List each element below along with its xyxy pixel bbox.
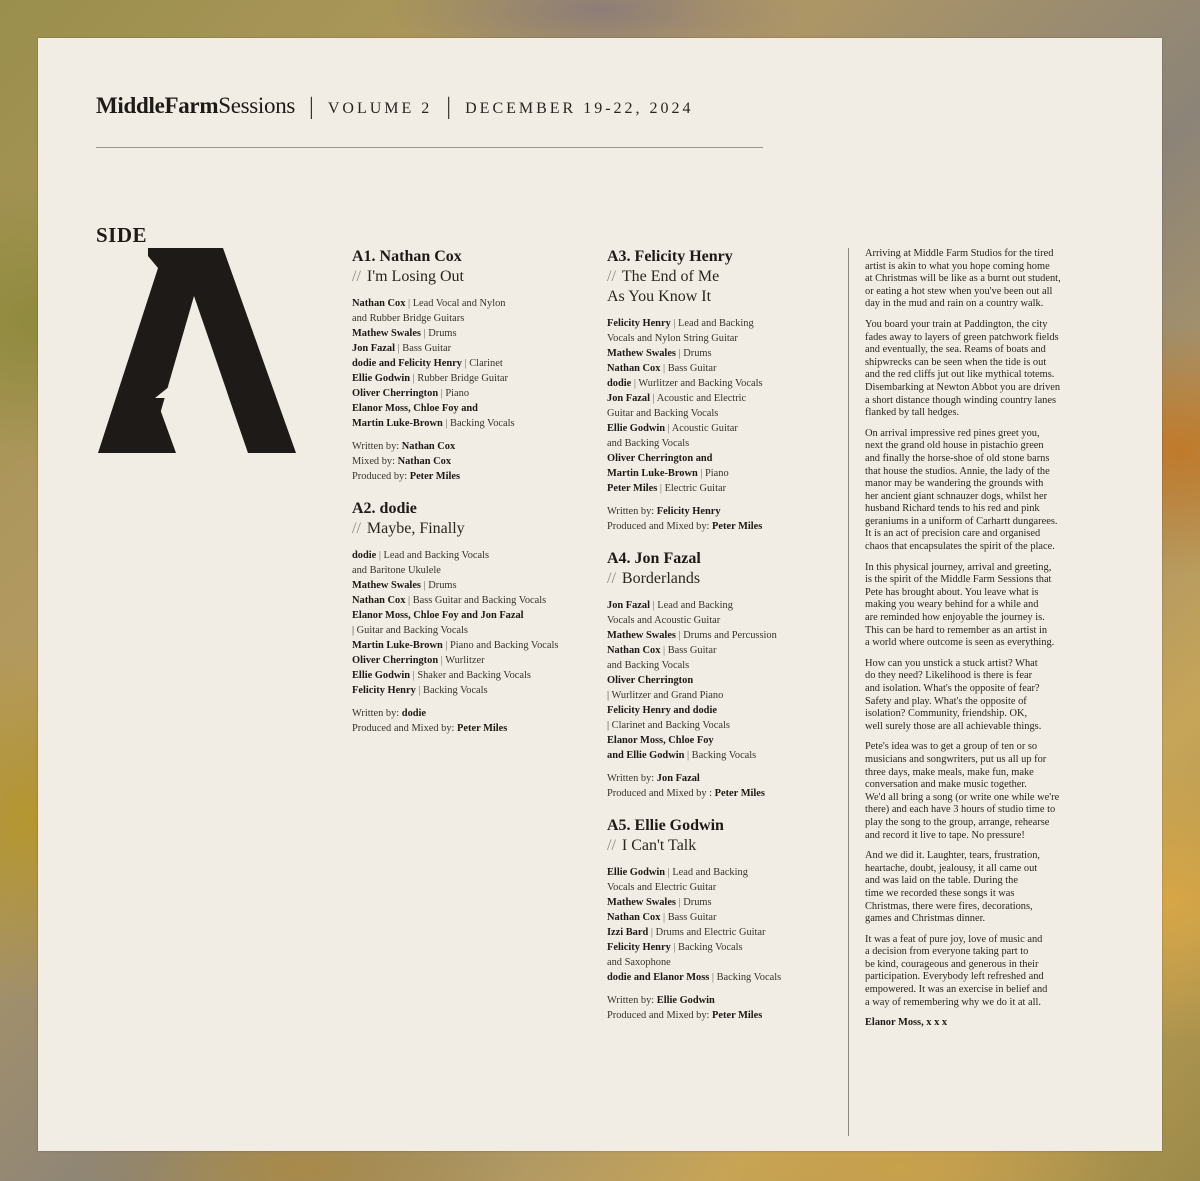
brand-name-bold: MiddleFarm xyxy=(96,93,219,118)
credit-line xyxy=(607,880,817,895)
musician-role: Wurlitzer and Backing Vocals xyxy=(638,378,763,389)
musician-role: Vocals and Electric Guitar xyxy=(607,882,717,893)
track-song xyxy=(607,836,817,856)
musician-role: and Rubber Bridge Guitars xyxy=(352,313,465,324)
production-line xyxy=(607,504,817,519)
credits-list xyxy=(352,296,592,431)
liner-notes-sheet xyxy=(38,38,1162,1151)
credit-separator: | xyxy=(657,483,665,494)
credit-line xyxy=(607,346,817,361)
credit-line xyxy=(352,638,592,653)
credit-separator: | xyxy=(660,645,668,656)
production-name: Jon Fazal xyxy=(656,773,700,784)
musician-role: Backing Vocals xyxy=(423,685,488,696)
credit-line xyxy=(352,341,592,356)
production-role: Written by: xyxy=(352,441,402,452)
musician-role: Guitar and Backing Vocals xyxy=(607,408,719,419)
production-name: Peter Miles xyxy=(714,788,765,799)
credit-separator: | xyxy=(410,670,418,681)
musician-name: Felicity Henry xyxy=(607,318,671,329)
musician-name: Jon Fazal xyxy=(352,343,396,354)
production-name: Peter Miles xyxy=(712,1010,763,1021)
musician-name: Oliver Cherrington and xyxy=(607,453,713,464)
production-credits xyxy=(607,771,817,801)
volume-label: VOLUME 2 xyxy=(327,100,433,117)
essay-paragraph: It was a feat of pure joy, love of music and a decision from everyone taking part to be kind, courageous and generous in their participation. Everybody left refreshed and empowered. It was an exercise in belief and a way of remembering why we do it at all. xyxy=(865,933,1048,1008)
musician-name: Martin Luke-Brown xyxy=(607,468,698,479)
essay-paragraph: And we did it. Laughter, tears, frustration, heartache, doubt, jealousy, it all came out and was laid on the table. During the time we recorded these songs it was Christmas, there were fires, decorations, games and Christmas dinner. xyxy=(865,850,1041,925)
credit-separator: | xyxy=(415,685,424,696)
production-line xyxy=(352,454,592,469)
header-separator: | xyxy=(446,94,452,120)
musician-name: Peter Miles xyxy=(607,483,658,494)
musician-name: Nathan Cox xyxy=(607,363,661,374)
credit-separator: | xyxy=(376,550,384,561)
credit-line xyxy=(352,623,592,638)
musician-role: | Wurlitzer and Grand Piano xyxy=(607,690,724,701)
credit-line xyxy=(607,703,817,718)
production-name: Peter Miles xyxy=(457,723,508,734)
credit-line xyxy=(607,748,817,763)
production-line xyxy=(352,721,592,736)
credit-line xyxy=(352,386,592,401)
credit-separator: | xyxy=(420,580,429,591)
credit-separator: | xyxy=(410,373,418,384)
credit-separator: | xyxy=(665,867,673,878)
musician-role: Bass Guitar xyxy=(402,343,452,354)
track xyxy=(607,816,817,1023)
musician-name: Mathew Swales xyxy=(607,630,676,641)
musician-name: Oliver Cherrington xyxy=(352,388,439,399)
production-role: Written by: xyxy=(607,773,657,784)
essay-paragraph: On arrival impressive red pines greet you, next the grand old house in pistachio green and finally the horse-shoe of old stone barns that house the studios. Annie, the lady of the manor may be wandering the grounds with her ancient giant schnauzer dogs, whilst her husband Richard tends to his red and pink geraniums in a uniform of Carhartt dungarees. It is an act of precision care and organised chaos that encapsulates the spirit of the place. xyxy=(865,427,1058,553)
credit-separator: | xyxy=(684,750,692,761)
musician-role: Electric Guitar xyxy=(664,483,727,494)
credit-line xyxy=(607,673,817,688)
musician-role: | Clarinet and Backing Vocals xyxy=(607,720,730,731)
musician-name: Felicity Henry and dodie xyxy=(607,705,717,716)
track-title: A3. Felicity Henry xyxy=(607,248,733,265)
song-title: Maybe, Finally xyxy=(366,520,465,537)
musician-role: Shaker and Backing Vocals xyxy=(417,670,531,681)
musician-name: Ellie Godwin xyxy=(607,867,666,878)
production-name: Felicity Henry xyxy=(656,506,721,517)
credit-separator: | xyxy=(697,468,706,479)
credit-line xyxy=(607,466,817,481)
musician-role: and Backing Vocals xyxy=(607,438,690,449)
credit-line xyxy=(607,628,817,643)
essay-paragraph: How can you unstick a stuck artist? What do they need? Likelihood is there is fear and isolation. What's the opposite of fear? Safety and play. What's the opposite of isolation? Community, friendship. OK, well surely those are all achievable things. xyxy=(865,657,1042,732)
musician-role: Backing Vocals xyxy=(678,942,743,953)
credits-list xyxy=(352,548,592,698)
musician-name: Izzi Bard xyxy=(607,927,649,938)
essay-paragraph: You board your train at Paddington, the city fades away to layers of green patchwork fields and eventually, the sea. Reams of boats and shipwrecks can be seen when the tide is out and the red cliffs jut out like mythical totems. Disembarking at Newton Abbot you are driven a short distance though winding country lanes flanked by tall hedges. xyxy=(865,318,1061,419)
credit-line xyxy=(607,658,817,673)
musician-role: Acoustic Guitar xyxy=(671,423,738,434)
credit-line xyxy=(607,391,817,406)
credit-line xyxy=(607,925,817,940)
musician-name: Nathan Cox xyxy=(352,595,406,606)
credit-line xyxy=(607,733,817,748)
production-name: Nathan Cox xyxy=(397,456,452,467)
musician-role: Rubber Bridge Guitar xyxy=(417,373,508,384)
credit-line xyxy=(607,613,817,628)
musician-role: Wurlitzer xyxy=(445,655,485,666)
credit-line xyxy=(352,311,592,326)
credit-separator: | xyxy=(660,912,668,923)
musician-name: Felicity Henry xyxy=(352,685,416,696)
credit-line xyxy=(352,416,592,431)
track xyxy=(607,549,817,801)
musician-name: dodie xyxy=(607,378,632,389)
track xyxy=(352,247,592,484)
side-label: SIDE xyxy=(96,223,148,247)
credit-line xyxy=(352,593,592,608)
musician-role: Drums and Electric Guitar xyxy=(655,927,766,938)
musician-role: Acoustic and Electric xyxy=(656,393,747,404)
essay-signoff: Elanor Moss, x x x xyxy=(865,1017,948,1029)
credit-line xyxy=(352,563,592,578)
credit-separator: | xyxy=(650,393,657,404)
musician-role: | Guitar and Backing Vocals xyxy=(352,625,468,636)
song-title: I Can't Talk xyxy=(621,837,697,854)
credit-separator: | xyxy=(438,388,446,399)
credit-separator: | xyxy=(675,348,684,359)
credit-line xyxy=(352,608,592,623)
track-title: A5. Ellie Godwin xyxy=(607,817,724,834)
musician-role: Bass Guitar xyxy=(667,645,717,656)
credit-line xyxy=(607,481,817,496)
production-credits xyxy=(607,504,817,534)
musician-role: Bass Guitar xyxy=(667,363,717,374)
song-slashes: // xyxy=(607,268,616,285)
musician-role: Piano and Backing Vocals xyxy=(450,640,559,651)
production-role: Mixed by: xyxy=(352,456,398,467)
musician-role: and Backing Vocals xyxy=(607,660,690,671)
side-letter-a xyxy=(98,248,296,453)
production-credits xyxy=(352,706,592,736)
credit-line xyxy=(352,401,592,416)
musician-role: Lead and Backing Vocals xyxy=(383,550,490,561)
essay xyxy=(848,248,1098,1136)
credits-list xyxy=(607,316,817,496)
musician-role: Backing Vocals xyxy=(716,972,782,983)
musician-role: Lead and Backing xyxy=(657,600,733,611)
musician-role: Backing Vocals xyxy=(691,750,757,761)
musician-role: and Baritone Ukulele xyxy=(352,565,441,576)
musician-name: Mathew Swales xyxy=(607,348,676,359)
musician-name: dodie and Elanor Moss xyxy=(607,972,710,983)
credit-separator: | xyxy=(395,343,403,354)
credit-line xyxy=(607,421,817,436)
credit-separator: | xyxy=(442,418,451,429)
musician-name: Felicity Henry xyxy=(607,942,671,953)
credit-separator: | xyxy=(648,927,656,938)
tracklist-column-2 xyxy=(607,247,817,1038)
credit-separator: | xyxy=(438,655,446,666)
musician-role: Piano xyxy=(705,468,729,479)
production-line xyxy=(607,771,817,786)
production-name: dodie xyxy=(401,708,427,719)
musician-name: and Ellie Godwin xyxy=(607,750,685,761)
track-title: A1. Nathan Cox xyxy=(352,248,462,265)
credit-line xyxy=(607,451,817,466)
credit-separator: | xyxy=(660,363,668,374)
brand-name-light: Sessions xyxy=(218,93,296,118)
production-name: Ellie Godwin xyxy=(656,995,715,1006)
musician-name: Nathan Cox xyxy=(607,912,661,923)
credit-line xyxy=(607,436,817,451)
production-line xyxy=(607,1008,817,1023)
header-separator: | xyxy=(309,94,314,120)
song-title: I'm Losing Out xyxy=(366,268,464,285)
production-name: Peter Miles xyxy=(409,471,461,482)
credit-line xyxy=(352,653,592,668)
credits-list xyxy=(607,598,817,763)
credit-line xyxy=(352,296,592,311)
credit-line xyxy=(607,718,817,733)
musician-role: Drums and Percussion xyxy=(683,630,777,641)
credit-line xyxy=(352,668,592,683)
credit-separator: | xyxy=(420,328,429,339)
credits-list xyxy=(607,865,817,985)
musician-name: Nathan Cox xyxy=(352,298,406,309)
track xyxy=(607,247,817,534)
credit-line xyxy=(352,356,592,371)
musician-name: Ellie Godwin xyxy=(352,373,411,384)
musician-name: Jon Fazal xyxy=(607,393,651,404)
production-role: Produced and Mixed by: xyxy=(352,723,458,734)
song-slashes: // xyxy=(607,837,616,854)
credit-line xyxy=(607,643,817,658)
header-divider xyxy=(96,147,763,148)
song-slashes: // xyxy=(607,570,616,587)
musician-name: Martin Luke-Brown xyxy=(352,418,443,429)
credit-separator: | xyxy=(405,298,413,309)
credit-line xyxy=(607,361,817,376)
credit-line xyxy=(607,331,817,346)
musician-role: Bass Guitar xyxy=(667,912,717,923)
musician-role: Bass Guitar and Backing Vocals xyxy=(412,595,547,606)
production-role: Produced by: xyxy=(352,471,410,482)
musician-name: Mathew Swales xyxy=(352,580,421,591)
track-song xyxy=(352,519,592,539)
credit-separator: | xyxy=(631,378,639,389)
song-slashes: // xyxy=(352,520,361,537)
musician-role: Backing Vocals xyxy=(450,418,515,429)
essay-paragraph: Pete's idea was to get a group of ten or so musicians and songwriters, put us all up for three days, make meals, make fun, make conversation and make music together. We'd all bring a song (or write one while we're there) and each have 3 hours of studio time to play the song to the group, arrange, rehearse and record it live to tape. No pressure! xyxy=(865,741,1060,841)
musician-role: Piano xyxy=(445,388,470,399)
musician-role: Vocals and Acoustic Guitar xyxy=(607,615,721,626)
credit-line xyxy=(607,970,817,985)
track-song xyxy=(607,569,817,589)
musician-name: Martin Luke-Brown xyxy=(352,640,443,651)
production-line xyxy=(352,706,592,721)
track xyxy=(352,499,592,736)
credit-line xyxy=(352,548,592,563)
track-song xyxy=(607,267,817,307)
credit-separator: | xyxy=(461,358,470,369)
musician-name: dodie and Felicity Henry xyxy=(352,358,462,369)
production-name: Nathan Cox xyxy=(401,441,456,452)
credit-separator: | xyxy=(670,318,679,329)
credit-line xyxy=(607,940,817,955)
musician-role: Vocals and Nylon String Guitar xyxy=(607,333,738,344)
credit-separator: | xyxy=(442,640,451,651)
production-line xyxy=(352,469,592,484)
credit-separator: | xyxy=(675,630,684,641)
production-role: Written by: xyxy=(352,708,402,719)
musician-name: Nathan Cox xyxy=(607,645,661,656)
credit-line xyxy=(607,598,817,613)
production-name: Peter Miles xyxy=(712,521,763,532)
musician-role: Drums xyxy=(428,328,457,339)
credit-line xyxy=(607,865,817,880)
credit-line xyxy=(607,406,817,421)
production-line xyxy=(352,439,592,454)
musician-name: Mathew Swales xyxy=(352,328,421,339)
track-title: A4. Jon Fazal xyxy=(607,550,701,567)
production-role: Produced and Mixed by: xyxy=(607,521,713,532)
song-title: The End of Me As You Know It xyxy=(607,268,720,305)
credit-line xyxy=(352,578,592,593)
credit-line xyxy=(607,955,817,970)
credit-separator: | xyxy=(665,423,672,434)
track-song xyxy=(352,267,592,287)
production-role: Written by: xyxy=(607,995,657,1006)
production-role: Written by: xyxy=(607,506,657,517)
production-credits xyxy=(607,993,817,1023)
production-role: Produced and Mixed by: xyxy=(607,1010,713,1021)
song-title: Borderlands xyxy=(621,570,701,587)
song-slashes: // xyxy=(352,268,361,285)
credit-line xyxy=(607,316,817,331)
musician-role: Drums xyxy=(683,348,712,359)
credit-line xyxy=(607,688,817,703)
musician-role: Clarinet xyxy=(469,358,503,369)
musician-role: Drums xyxy=(428,580,457,591)
credit-line xyxy=(352,371,592,386)
musician-role: Lead Vocal and Nylon xyxy=(412,298,506,309)
musician-name: Mathew Swales xyxy=(607,897,676,908)
dates-label: DECEMBER 19-22, 2024 xyxy=(465,100,694,117)
musician-name: dodie xyxy=(352,550,377,561)
credit-line xyxy=(607,910,817,925)
musician-role: Lead and Backing xyxy=(672,867,748,878)
tracklist-column-1 xyxy=(352,247,592,751)
credit-separator: | xyxy=(709,972,717,983)
credit-separator: | xyxy=(675,897,684,908)
credit-separator: | xyxy=(650,600,658,611)
credit-separator: | xyxy=(405,595,413,606)
essay-paragraph: In this physical journey, arrival and greeting, is the spirit of the Middle Farm Sessions that Pete has brought about. You leave what is making you weary behind for a while and are reminded how enjoyable the journey is. This can be hard to remember as an artist in a world where outcome is seen as everything. xyxy=(865,561,1055,649)
musician-name: Oliver Cherrington xyxy=(607,675,694,686)
credit-line xyxy=(607,895,817,910)
production-line xyxy=(607,519,817,534)
musician-name: Ellie Godwin xyxy=(607,423,666,434)
header xyxy=(96,93,694,120)
credit-line xyxy=(352,326,592,341)
musician-name: Elanor Moss, Chloe Foy and Jon Fazal xyxy=(352,610,524,621)
musician-role: Lead and Backing xyxy=(678,318,754,329)
musician-name: Jon Fazal xyxy=(607,600,651,611)
production-line xyxy=(607,786,817,801)
production-role: Produced and Mixed by : xyxy=(607,788,715,799)
musician-name: Elanor Moss, Chloe Foy and xyxy=(352,403,478,414)
essay-paragraph: Arriving at Middle Farm Studios for the tired artist is akin to what you hope coming home at Christmas will be like as a burnt out student, or eating a hot stew when you've been out all day in the mud and rain on a country walk. xyxy=(865,248,1061,310)
production-line xyxy=(607,993,817,1008)
track-title: A2. dodie xyxy=(352,500,417,517)
musician-name: Elanor Moss, Chloe Foy xyxy=(607,735,714,746)
credit-line xyxy=(607,376,817,391)
musician-name: Ellie Godwin xyxy=(352,670,411,681)
musician-role: and Saxophone xyxy=(607,957,671,968)
musician-name: Oliver Cherrington xyxy=(352,655,439,666)
musician-role: Drums xyxy=(683,897,712,908)
credit-line xyxy=(352,683,592,698)
production-credits xyxy=(352,439,592,484)
credit-separator: | xyxy=(670,942,679,953)
